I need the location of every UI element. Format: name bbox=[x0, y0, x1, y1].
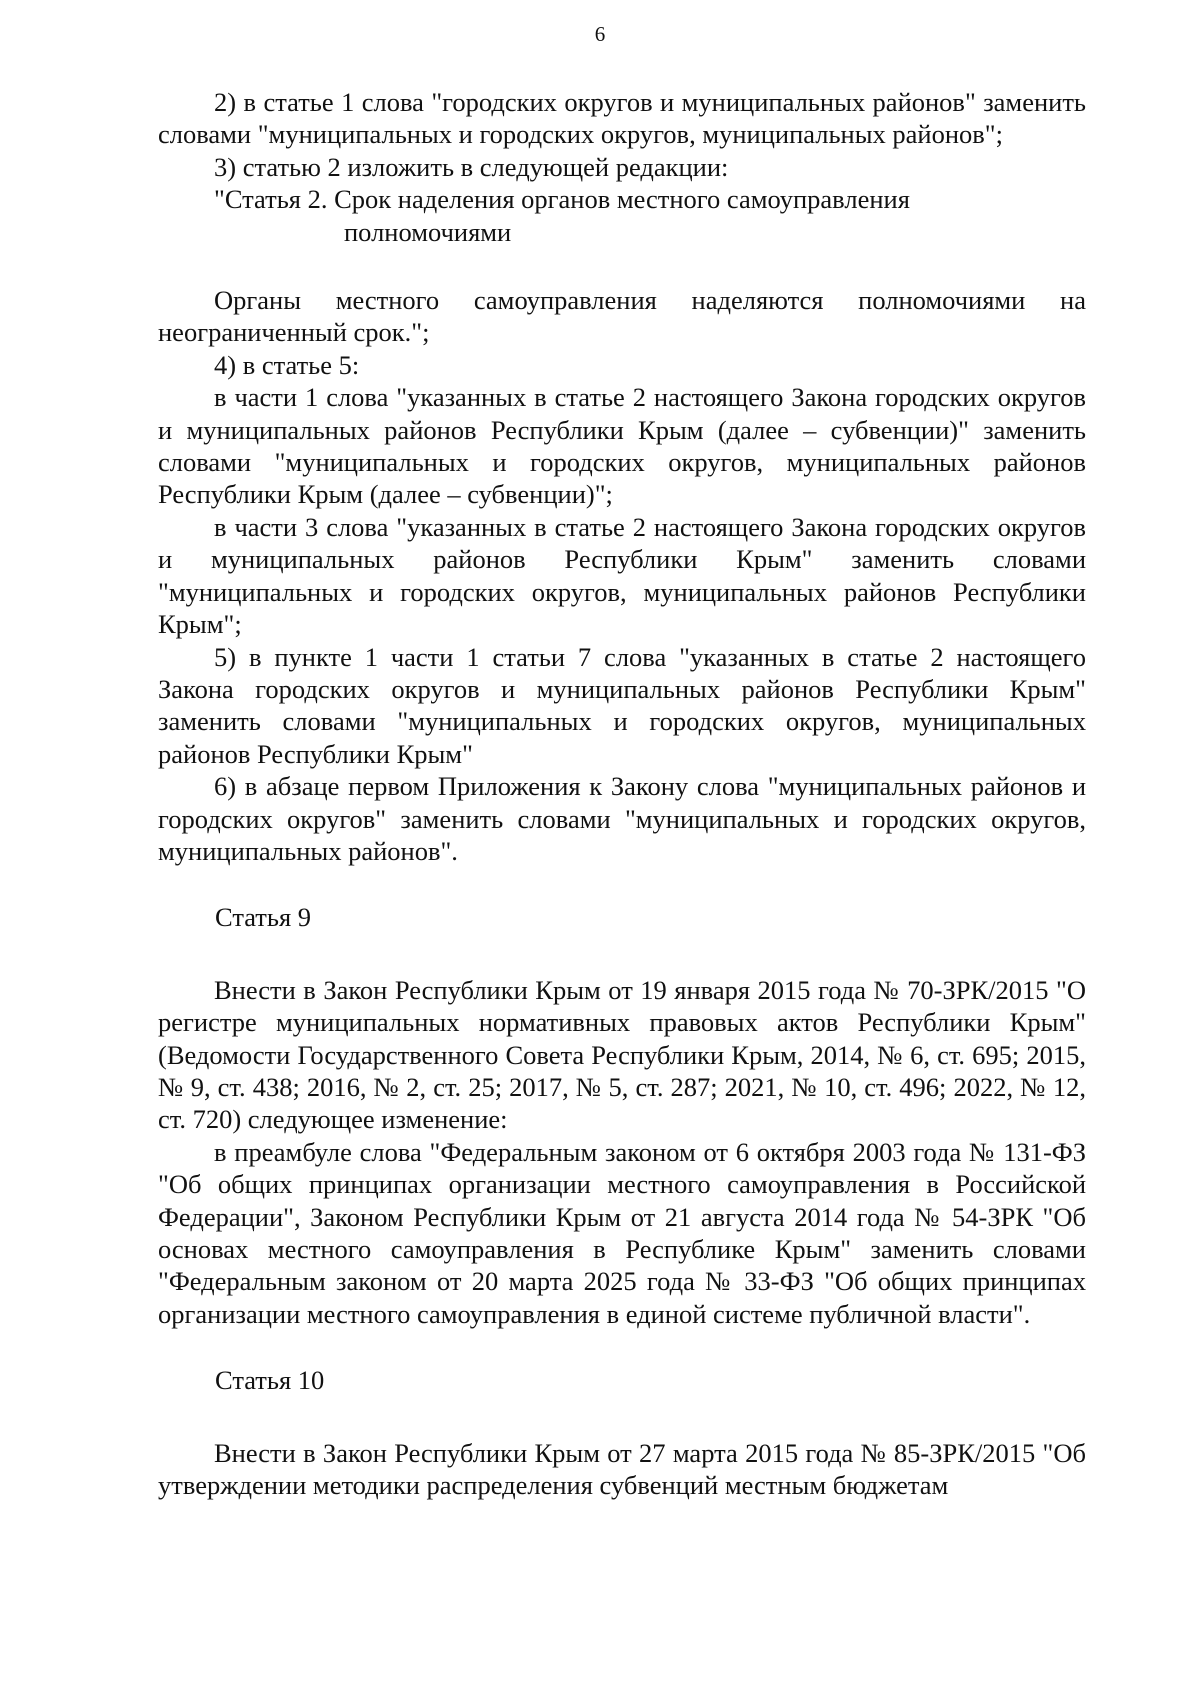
item-6-paragraph: 6) в абзаце первом Приложения к Закону слова "муниципальных районов и городских округов" заменить словами "муниципальных и городских округов, муниципальных районов". bbox=[158, 771, 1086, 866]
spacer bbox=[158, 934, 1086, 974]
article-2-title-line-2: полномочиями bbox=[344, 216, 512, 247]
spacer bbox=[158, 248, 1086, 284]
spacer bbox=[158, 1330, 1086, 1364]
item-4-part-1-paragraph: в части 1 слова "указанных в статье 2 настоящего Закона городских округов и муниципальных районов Республики Крым (далее – субвенции)" заменить словами "муниципальных и городских округов, муниципальных районов Республики Крым (далее – субвенции)"; bbox=[158, 382, 1086, 510]
article-10-intro-paragraph: Внести в Закон Республики Крым от 27 марта 2015 года № 85-ЗРК/2015 "Об утверждении методики распределения субвенций местным бюджетам bbox=[158, 1437, 1086, 1501]
item-3-paragraph: 3) статью 2 изложить в следующей редакции: bbox=[214, 151, 729, 182]
spacer bbox=[158, 1397, 1086, 1437]
item-2-paragraph: 2) в статье 1 слова "городских округов и муниципальных районов" заменить словами "муниципальных и городских округов, муниципальных районов"; bbox=[158, 87, 1086, 150]
article-2-text: Органы местного самоуправления наделяются полномочиями на неограниченный срок."; bbox=[158, 285, 1086, 348]
item-5-paragraph: 5) в пункте 1 части 1 статьи 7 слова "указанных в статье 2 настоящего Закона городских округов и муниципальных районов Республики Крым" заменить словами "муниципальных и городских округов, муниципальных районов Республики Крым" bbox=[158, 641, 1086, 769]
article-9-heading: Статья 9 bbox=[215, 902, 312, 933]
spacer bbox=[158, 867, 1086, 901]
item-4-part-3-paragraph: в части 3 слова "указанных в статье 2 настоящего Закона городских округов и муниципальных районов Республики Крым" заменить словами "муниципальных и городских округов, муниципальных районов Республики Крым"; bbox=[158, 511, 1086, 640]
document-body bbox=[158, 86, 1086, 1501]
article-2-title-line-1: "Статья 2. Срок наделения органов местного самоуправления bbox=[214, 184, 910, 215]
page-number: 6 bbox=[594, 22, 606, 46]
item-4-paragraph: 4) в статье 5: bbox=[214, 349, 360, 380]
article-9-intro-paragraph: Внести в Закон Республики Крым от 19 января 2015 года № 70-ЗРК/2015 "О регистре муниципальных нормативных правовых актов Республики Крым" (Ведомости Государственного Совета Республики Крым, 2014, № 6, ст. 695; 2015, № 9, ст. 438; 2016, № 2, ст. 25; 2017, № 5, ст. 287; 2021, № 10, ст. 496; 2022, № 12, ст. 720) следующее изменение: bbox=[158, 974, 1086, 1135]
article-10-heading: Статья 10 bbox=[215, 1365, 325, 1396]
article-9-change-paragraph: в преамбуле слова "Федеральным законом от 6 октября 2003 года № 131-ФЗ "Об общих принципах организации местного самоуправления в Российской Федерации", Законом Республики Крым от 21 августа 2014 года № 54-ЗРК "Об основах местного самоуправления в Республике Крым" заменить словами "Федеральным законом от 20 марта 2025 года № 33-ФЗ "Об общих принципах организации местного самоуправления в единой системе публичной власти". bbox=[158, 1136, 1086, 1329]
